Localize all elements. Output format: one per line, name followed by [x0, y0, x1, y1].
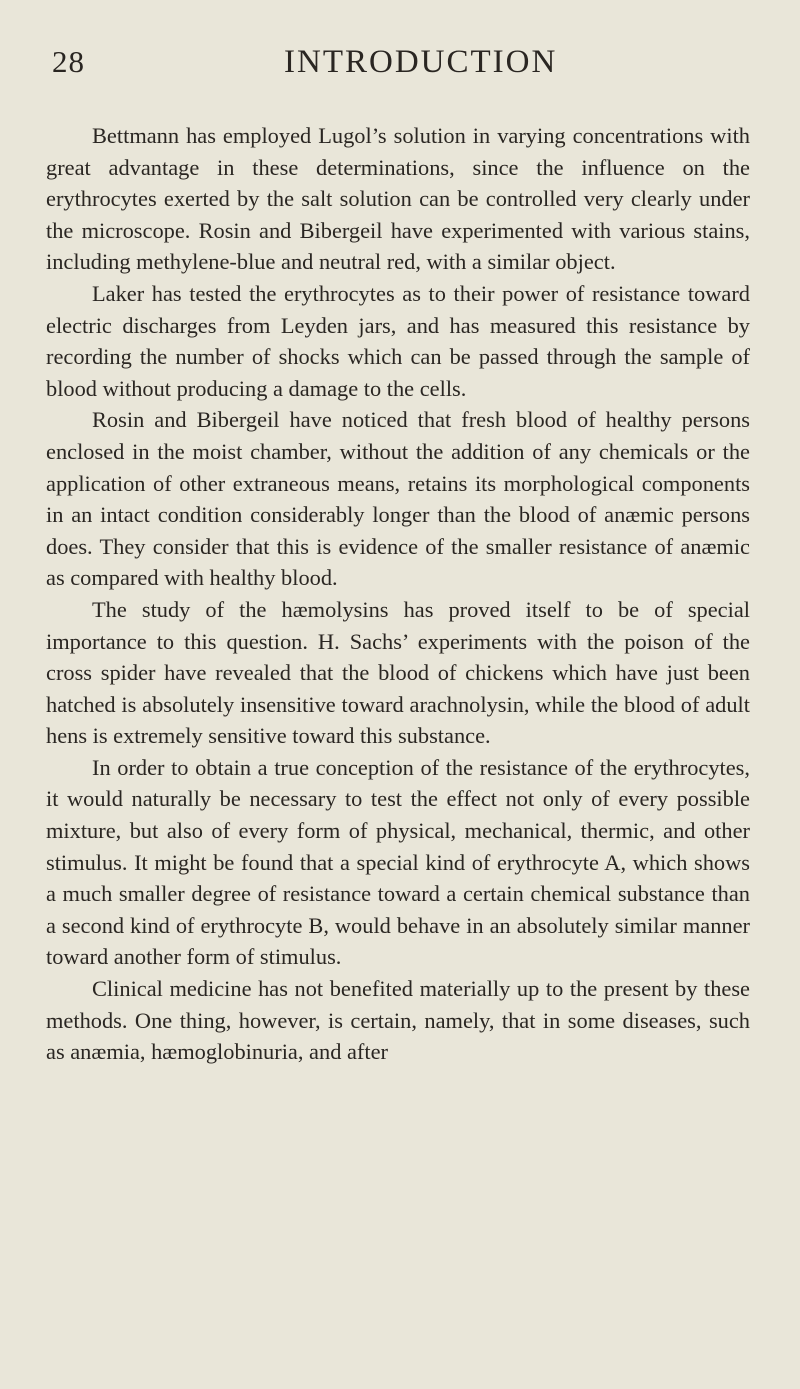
paragraph: Laker has tested the erythrocytes as to their power of resistance toward electric discharges from Leyden jars, and has measured this resistance by recording the number of shocks which can be passed through the sample of blood without producing a damage to the cells. [46, 280, 750, 401]
paragraph: The study of the hæmolysins has proved itself to be of special importance to this question. H. Sachs’ experiments with the poison of the cross spider have revealed that the blood of chickens which have just been hatched is absolutely insensitive toward arachnolysin, while the blood of adult hens is extremely sensitive toward this substance. [46, 596, 750, 749]
page-number: 28 [52, 44, 85, 79]
paragraph: In order to obtain a true conception of the resistance of the erythrocytes, it would naturally be necessary to test the effect not only of every possible mixture, but also of every form of physical, mechanical, thermic, and other stimulus. It might be found that a special kind of erythrocyte A, which shows a much smaller degree of resistance toward a certain chemical substance than a second kind of erythrocyte B, would behave in an absolutely similar manner toward another form of stimulus. [46, 754, 750, 970]
paragraph: Clinical medicine has not benefited materially up to the present by these methods. One thing, however, is certain, namely, that in some diseases, such as anæmia, hæmoglobinuria, and after [46, 976, 750, 1065]
body-text [46, 120, 750, 1068]
running-head [46, 44, 750, 92]
paragraph: Rosin and Bibergeil have noticed that fresh blood of healthy persons enclosed in the moist chamber, without the addition of any chemicals or the application of other extraneous means, retains its morphological components in an intact condition considerably longer than the blood of anæmic persons does. They consider that this is evidence of the smaller resistance of anæmic as compared with healthy blood. [46, 407, 750, 591]
running-title: INTRODUCTION [284, 44, 558, 80]
paragraph: Bettmann has employed Lugol’s solution in varying concentrations with great advantage in these determinations, since the influence on the erythrocytes exerted by the salt solution can be controlled very clearly under the microscope. Rosin and Bibergeil have experimented with various stains, including methylene-blue and neutral red, with a similar object. [46, 123, 750, 275]
